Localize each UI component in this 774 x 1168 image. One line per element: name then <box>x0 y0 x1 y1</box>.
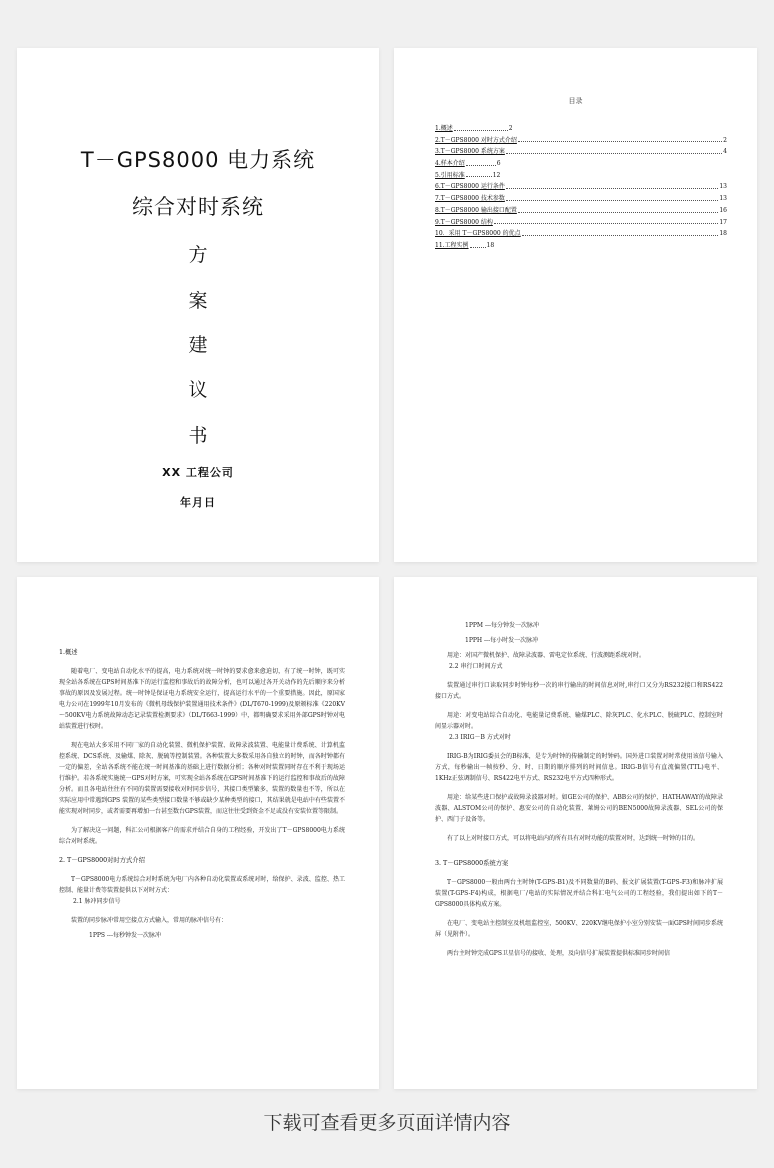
toc-entry-title: 3.T－GPS8000 系统方案 <box>435 148 505 156</box>
cover-char: 议 <box>188 379 208 401</box>
toc-entry[interactable] <box>435 146 727 158</box>
toc-leader-dots <box>518 135 722 143</box>
section-heading: 1.概述 <box>59 649 78 656</box>
toc-entry[interactable] <box>435 158 727 170</box>
paragraph: 在电厂、变电站主控制室及机组监控室，500KV、220KV继电保护小室分别安装一面GPS时间同步系统屏（见附件）。 <box>435 920 723 938</box>
toc-entry-page: 18 <box>486 241 495 249</box>
toc-leader-dots <box>522 228 719 236</box>
toc-entry-title: 9.T－GPS8000 结构 <box>435 218 493 226</box>
cover-title-line1: T－GPS8000 电力系统 <box>80 148 316 172</box>
pulse-item: 1PPS ---每秒钟发一次脉冲 <box>89 932 161 939</box>
toc-entry[interactable] <box>435 228 727 240</box>
toc-list <box>435 123 727 252</box>
toc-leader-dots <box>518 205 719 213</box>
toc-leader-dots <box>470 240 486 248</box>
toc-entry-title: 1.概述 <box>435 125 453 132</box>
toc-entry-title: 2.T－GPS8000 对时方式介绍 <box>435 136 517 144</box>
pulse-item: 1PPM ---每分钟发一次脉冲 <box>465 622 540 629</box>
paragraph: 随着电厂、变电站自动化水平的提高，电力系统对统一时钟的要求愈来愈迫切，有了统一时钟，既可实现全站各系统在GPS时间基准下的运行监控和事故后的故障分析，也可以通过各开关动作的先后顺序来分析事故的原因及发展过程。统一时钟是保证电力系统安全运行，提高运行水平的一个重要措施。因此，原国家电力公司在1999年10月发布的《微机母线保护装置通用技术条件》(DL/T670-1999)及原颁标准《220KV～500KV电力系统故障动态记录装置检测要求》（DL/T663-1999）中，都明确要求采用外部GPS时钟对电站装置进行校时。 <box>59 668 345 730</box>
section-heading: 3. T－GPS8000系统方案 <box>435 860 509 867</box>
toc-entry[interactable] <box>435 123 727 135</box>
section-heading: 2. T－GPS8000对时方式介绍 <box>59 857 145 864</box>
paragraph: 装置的同步脉冲常用空接点方式输入，常用的脉冲信号有： <box>71 917 228 924</box>
toc-leader-dots <box>506 181 719 189</box>
paragraph: T－GPS8000一般由两台主时钟(T-GPS-B1)及不同数量的B码、报文扩展装置(T-GPS-F3)和脉冲扩展装置(T-GPS-F4)构成，根据电厂/电站的实际情况并结合科汇电气公司的工程经验，我们提出如下的T－GPS8000具体构成方案。 <box>435 879 723 908</box>
toc-entry-page: 12 <box>492 171 501 179</box>
content-page-1 <box>17 577 379 1089</box>
toc-entry-page: 2 <box>723 136 727 144</box>
cover-char: 方 <box>188 244 208 266</box>
paragraph: 两台主时钟完成GPS卫星信号的接收、处理，及向信号扩展装置提供标准同步时间信 <box>447 950 670 957</box>
cover-char: 书 <box>188 425 208 447</box>
toc-entry-title: 10．采用 T－GPS8000 的优点 <box>435 230 521 238</box>
cover-company: XX 工程公司 <box>162 466 234 479</box>
toc-entry-title: 6.T－GPS8000 运行条件 <box>435 183 505 191</box>
toc-heading: 目录 <box>568 97 583 105</box>
toc-leader-dots <box>454 123 508 131</box>
toc-entry-page: 18 <box>719 230 727 238</box>
subsection-heading: 2.3 IRIG－B 方式对时 <box>449 734 511 741</box>
toc-entry-page: 16 <box>719 206 727 214</box>
content-page-2 <box>394 577 757 1089</box>
toc-page <box>394 48 757 562</box>
toc-entry-page: 13 <box>719 195 727 203</box>
cover-page <box>17 48 379 562</box>
toc-leader-dots <box>466 170 492 178</box>
cover-char: 建 <box>188 334 208 356</box>
toc-entry-title: 4.样本介绍 <box>435 160 465 168</box>
toc-entry-title: 5.引用标准 <box>435 171 465 179</box>
toc-entry[interactable] <box>435 135 727 147</box>
paragraph: 装置通过串行口读取同步时钟每秒一次的串行输出的时间信息对时,串行口又分为RS232接口和RS422接口方式。 <box>435 682 723 700</box>
paragraph: 为了解决这一问题，科汇公司根据客户的需求并结合自身的工程经验，开发出了T－GPS8000电力系统综合对时系统。 <box>59 827 345 845</box>
toc-leader-dots <box>494 217 719 225</box>
toc-entry-page: 2 <box>508 125 513 132</box>
paragraph: 现在电站大多采用不同厂家的自动化装置、微机保护装置、故障录波装置、电能量计费系统、计算机监控系统、DCS系统、及输煤、除灰、脱硫等控制装置。各种装置大多数采用各自独立的时钟，而各时钟都有一定的偏差，全站各系统不能在统一时间基准的基础上进行数据分析；各种对时装置同时存在不利于现场运行维护。若各系统实施统一GPS对时方案，可实现全站各系统在GPS时间基准下的运行监控和事故后的故障分析。而且各电站往往有不同的装置需要接收对时同步信号，其接口类型繁多，装置的数量也不等，所以在实际应用中常遇到GPS 装置的某些类型接口数量不够或缺少某种类型的接口，其结果就是电站中有些装置不能实现对时同步，或者需要再增加一台甚至数台GPS装置，而这往往受到资金不足或没有安装位置等限制。 <box>59 742 345 815</box>
cover-date: 年月日 <box>180 496 216 509</box>
paragraph: T－GPS8000电力系统综合对时系统为电厂内各种自动化装置或系统对时，给保护、录波、监控、热工控制、能量计费等装置提供以下对时方式： <box>59 876 345 894</box>
toc-leader-dots <box>506 146 722 154</box>
paragraph: 用途：对变电站综合自动化、电能量记费系统、输煤PLC、除灰PLC、化水PLC、脱硫PLC、控制室时间显示器对时。 <box>435 712 723 730</box>
paragraph: 有了以上对时接口方式，可以将电站内的所有具有对时功能的装置对时，达到统一时钟的目的。 <box>447 835 700 842</box>
pulse-item: 1PPH ---每小时发一次脉冲 <box>465 637 539 644</box>
page-text <box>59 647 345 941</box>
toc-entry-page: 17 <box>719 218 727 226</box>
toc-entry-title: 11.工程实例 <box>435 241 469 249</box>
paragraph: 用途：给某些进口保护或故障录波器对时。如GE公司的保护、ABB公司的保护、HATHAWAY的故障录波器、ALSTOM公司的保护、惠安公司的自动化装置、莱姆公司的BEN5000故障录波器、SEL公司的保护、西门子设备等。 <box>435 794 723 823</box>
toc-entry[interactable] <box>435 217 727 229</box>
paragraph: 用途：对国产微机保护、故障录波器、雷电定位系统、行波测距系统对时。 <box>447 652 646 659</box>
cover-title-line2: 综合对时系统 <box>132 195 264 219</box>
toc-entry[interactable] <box>435 193 727 205</box>
toc-entry[interactable] <box>435 205 727 217</box>
toc-entry-title: 7.T－GPS8000 技术参数 <box>435 195 505 203</box>
download-more-caption: 下载可查看更多页面详情内容 <box>263 1112 511 1134</box>
subsection-heading: 2.2 串行口时间方式 <box>449 663 503 670</box>
toc-entry-page: 4 <box>723 148 727 156</box>
paragraph: IRIG-B为IRIG委员会的B标准，是专为时钟的传输制定的时钟码。国外进口装置对时常使用该信号输入方式，每秒输出一帧按秒、分、时、日期的顺序排列的时间信息。IRIG-B信号有直流偏置(TTL)电平、1KHz正弦调制信号、RS422电平方式、RS232电平方式四种形式。 <box>435 753 723 782</box>
page-text <box>435 620 723 959</box>
cover-char: 案 <box>188 290 208 312</box>
toc-entry[interactable] <box>435 170 727 182</box>
toc-entry-title: 8.T－GPS8000 输出接口配置 <box>435 206 517 214</box>
toc-entry[interactable] <box>435 240 727 252</box>
toc-leader-dots <box>466 158 496 166</box>
subsection-heading: 2.1 脉冲同步信号 <box>73 898 121 905</box>
toc-entry[interactable] <box>435 181 727 193</box>
toc-entry-page: 13 <box>719 183 727 191</box>
toc-entry-page: 6 <box>496 160 501 168</box>
toc-leader-dots <box>506 193 719 201</box>
